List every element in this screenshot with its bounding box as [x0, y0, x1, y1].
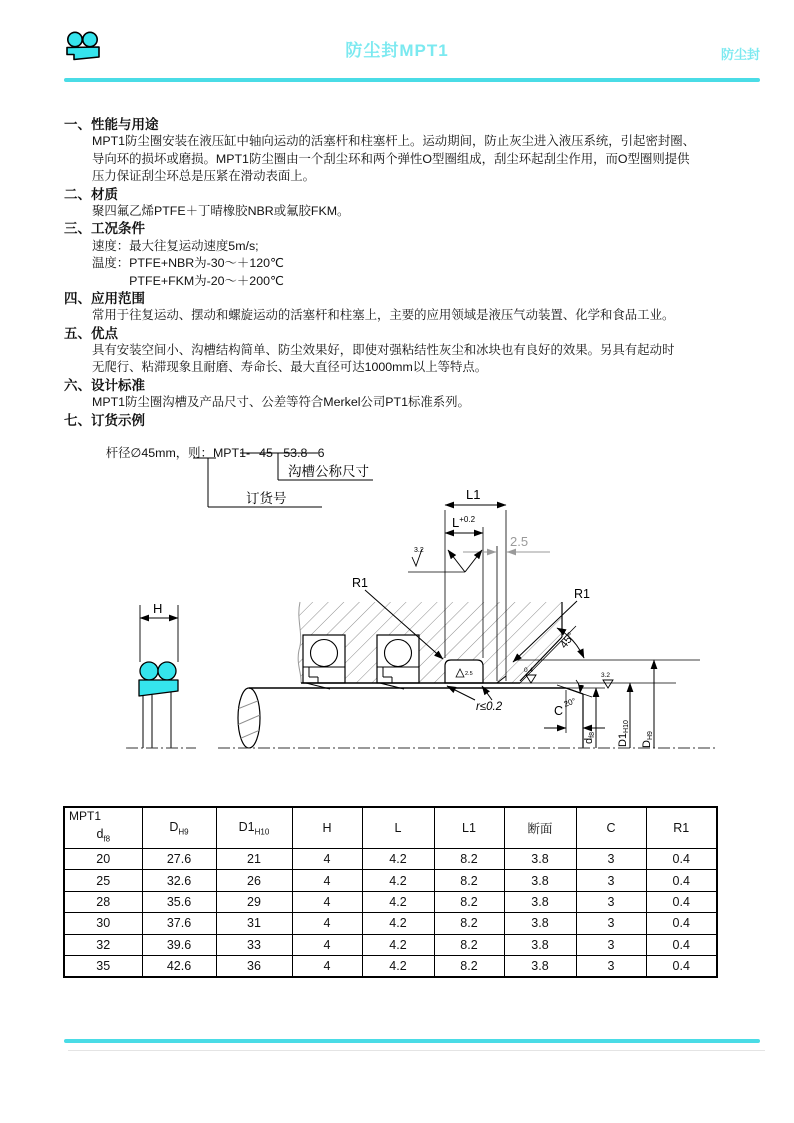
section-list — [64, 116, 764, 429]
header-rule — [64, 78, 760, 82]
dim-rod-dia: df8 — [583, 732, 596, 744]
section-line: 温度：PTFE+NBR为-30～＋120℃ — [92, 256, 284, 271]
table-row — [64, 934, 717, 955]
section-line: 常用于往复运动、摆动和螺旋运动的活塞杆和柱塞上，主要的应用领域是液压气动装置、化学和食品工业。 — [92, 308, 675, 323]
dim-chamfer-depth: 2.5 — [510, 534, 529, 549]
table-cell: 3.8 — [504, 849, 576, 870]
radius-left: R1 — [352, 576, 368, 590]
col-L: L — [362, 807, 434, 849]
table-cell: 42.6 — [142, 955, 216, 977]
table-cell: 3.8 — [504, 891, 576, 912]
table-cell: 4.2 — [362, 955, 434, 977]
table-cell: 35.6 — [142, 891, 216, 912]
section-line: PTFE+FKM为-20～＋200℃ — [92, 273, 284, 288]
table-cell: 3.8 — [504, 913, 576, 934]
table-row — [64, 849, 717, 870]
wiper-ring — [139, 680, 178, 696]
section-heading: 七、订货示例 — [64, 412, 145, 428]
angle-20: 20° — [562, 696, 578, 709]
installed-seal — [377, 635, 419, 689]
table-cell: 28 — [64, 891, 142, 912]
section-line: 压力保证刮尘环总是压紧在滑动表面上。 — [92, 169, 316, 184]
rough-groove-bottom: 2.5 — [465, 671, 473, 677]
table-cell: 3 — [576, 913, 646, 934]
table-cell: 0.4 — [646, 891, 717, 912]
table-cell: 3 — [576, 955, 646, 977]
table-cell: 20 — [64, 849, 142, 870]
order-no-label: 订货号 — [246, 491, 287, 506]
table-cell: 4 — [292, 913, 362, 934]
section-line: 速度：最大往复运动速度5m/s; — [92, 238, 259, 253]
section-heading: 一、性能与用途 — [64, 117, 159, 132]
col-section: 断面 — [504, 807, 576, 849]
table-cell: 4 — [292, 870, 362, 891]
table-cell: 3.8 — [504, 934, 576, 955]
section-line: 聚四氟乙烯PTFE＋丁晴橡胶NBR或氟胶FKM。 — [92, 203, 350, 218]
corner-radius: r≤0.2 — [476, 701, 503, 713]
radius-right: R1 — [574, 587, 590, 601]
section-line: MPT1防尘圈沟槽及产品尺寸、公差等符合Merkel公司PT1标准系列。 — [92, 395, 470, 410]
section-line: 导向环的损坏或磨损。MPT1防尘圈由一个刮尘环和两个弹性O型圈组成，刮尘环起刮尘作用，而O型圈则提供 — [92, 151, 690, 166]
order-values: 45 53.8 6 — [259, 446, 325, 460]
order-prefix: 杆径∅45mm，则：MPT1- — [105, 446, 251, 460]
section-line: 具有安装空间小、沟槽结构简单、防尘效果好，即使对强粘结性灰尘和冰块也有良好的效果。另具有起动时 — [92, 343, 675, 358]
table-cell: 4.2 — [362, 891, 434, 912]
table-cell: 0.4 — [646, 849, 717, 870]
dim-C: C — [554, 704, 564, 718]
col-D: $D_{H9}$ — [142, 807, 216, 849]
table-row — [64, 870, 717, 891]
section-heading: 三、工况条件 — [64, 221, 145, 237]
dim-bore-dia: D1H10 — [617, 720, 630, 747]
table-cell: 27.6 — [142, 849, 216, 870]
table-cell: 25 — [64, 870, 142, 891]
table-cell: 3 — [576, 870, 646, 891]
table-row — [64, 913, 717, 934]
installed-seal — [303, 635, 345, 689]
footer-rule-faint — [68, 1050, 765, 1051]
col-D1: $D1_{H10}$ — [216, 807, 292, 849]
table-cell: 8.2 — [434, 849, 504, 870]
rough-rod: 3.2 — [601, 672, 611, 679]
table-cell: 4 — [292, 934, 362, 955]
col-L1: L1 — [434, 807, 504, 849]
dim-L: $L^{+0.2}$ — [452, 515, 476, 530]
table-cell: 0.4 — [646, 870, 717, 891]
table-cell: 0.4 — [646, 934, 717, 955]
table-cell: 8.2 — [434, 870, 504, 891]
section-heading: 五、优点 — [64, 325, 118, 341]
table-cell: 39.6 — [142, 934, 216, 955]
table-cell: 4.2 — [362, 849, 434, 870]
table-cell: 3 — [576, 934, 646, 955]
dim-L1: L1 — [466, 487, 481, 502]
section-heading: 四、应用范围 — [64, 290, 145, 306]
empty-groove — [445, 660, 483, 683]
header-corner-label: 防尘封 — [720, 47, 760, 62]
table-cell: 26 — [216, 870, 292, 891]
table-cell: 4 — [292, 891, 362, 912]
dimension-table — [63, 806, 718, 978]
seal-cross-section — [126, 601, 196, 748]
section-line: 无爬行、粘滞现象且耐磨、寿命长、最大直径可达1000mm以上等特点。 — [92, 360, 488, 375]
table-cell: 0.4 — [646, 955, 717, 977]
section-line: MPT1防尘圈安装在液压缸中轴向运动的活塞杆和柱塞杆上。运动期间，防止灰尘进入液压系统，引起密封圈、 — [92, 134, 696, 149]
table-cell: 8.2 — [434, 913, 504, 934]
table-cell: 21 — [216, 849, 292, 870]
table-cell: 4.2 — [362, 870, 434, 891]
table-cell: 32.6 — [142, 870, 216, 891]
table-cell: 30 — [64, 913, 142, 934]
table-row — [64, 891, 717, 912]
angle-45: 45° — [557, 630, 578, 651]
table-cell: 4.2 — [362, 913, 434, 934]
section-heading: 二、材质 — [64, 186, 118, 202]
table-cell: 35 — [64, 955, 142, 977]
table-cell: 8.2 — [434, 891, 504, 912]
col-R1: R1 — [646, 807, 717, 849]
section-heading: 六、设计标准 — [64, 377, 145, 393]
technical-drawing — [60, 450, 770, 800]
table-cell: 3.8 — [504, 870, 576, 891]
rough-bore: 0.4 — [524, 667, 534, 674]
table-cell: 33 — [216, 934, 292, 955]
table-cell: 8.2 — [434, 955, 504, 977]
table-cell: 8.2 — [434, 934, 504, 955]
table-cell: 4 — [292, 955, 362, 977]
table-cell: 4.2 — [362, 934, 434, 955]
footer-rule — [64, 1039, 760, 1043]
dim-H: H — [153, 601, 163, 616]
groove-size-label: 沟槽公称尺寸 — [288, 464, 369, 479]
table-cell: 3 — [576, 849, 646, 870]
table-cell: 4 — [292, 849, 362, 870]
housing-section — [298, 602, 562, 689]
table-header-row — [64, 807, 717, 849]
o-ring — [158, 662, 176, 680]
table-cell: 31 — [216, 913, 292, 934]
table-row — [64, 955, 717, 977]
o-ring — [140, 662, 158, 680]
table-cell: 3.8 — [504, 955, 576, 977]
table-cell: 0.4 — [646, 913, 717, 934]
table-cell: 3 — [576, 891, 646, 912]
rough-groove-flank: 3.2 — [414, 547, 424, 554]
table-cell: 36 — [216, 955, 292, 977]
col-C: C — [576, 807, 646, 849]
table-cell: 32 — [64, 934, 142, 955]
col-H: H — [292, 807, 362, 849]
table-cell: 29 — [216, 891, 292, 912]
col-rod-dia: MPT1 $d_{f8}$ — [64, 807, 142, 849]
table-cell: 37.6 — [142, 913, 216, 934]
page-title: 防尘封MPT1 — [345, 41, 449, 60]
dim-groove-dia: DH9 — [641, 731, 654, 748]
